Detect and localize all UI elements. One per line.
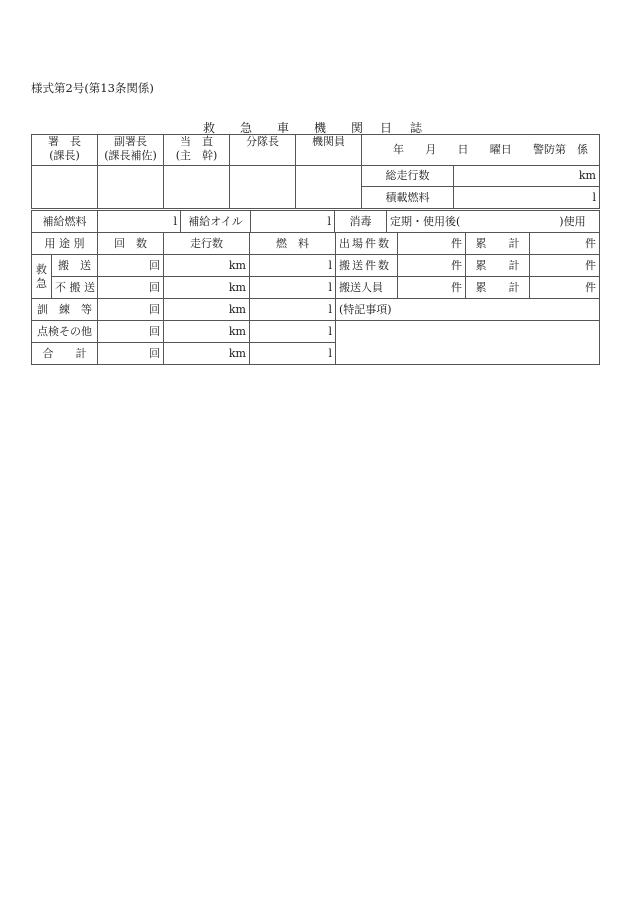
title-char: 日 [379,121,393,135]
stamp-box-engineer[interactable] [296,166,362,209]
non-transport-fuel[interactable]: l [250,277,336,299]
title-char: 機 [313,121,327,135]
persons-cumulative-label: 累 計 [466,277,530,299]
stamp-box-chief[interactable] [32,166,98,209]
header-dispatch-count: 出場件数 [336,233,398,255]
special-notes-area[interactable] [336,321,600,365]
title-char: 誌 [409,121,423,135]
supply-fuel-label: 補給燃料 [32,211,98,233]
stamp-header-squad: 分隊長 [230,135,296,166]
stamp-header-deputy: 副署長 (課長補佐) [98,135,164,166]
total-distance-label: 総走行数 [362,166,454,187]
supply-table [31,210,600,233]
row-label-transport: 搬 送 [52,255,98,277]
date-day: 日 [457,143,469,157]
dispatch-cumulative-value[interactable]: 件 [530,233,600,255]
title-char: 救 [202,121,216,135]
supply-oil-label: 補給オイル [181,211,251,233]
form-title [31,119,599,133]
total-distance-value[interactable]: km [454,166,600,187]
loaded-fuel-value[interactable]: l [454,187,600,209]
training-count[interactable]: 回 [98,299,164,321]
transport-persons-label: 搬送人員 [336,277,398,299]
date-weekday: 曜日 [489,143,512,157]
transport-cumulative-value[interactable]: 件 [530,255,600,277]
title-char: 急 [239,121,253,135]
emergency-group-label: 救 急 [32,255,52,299]
stamp-box-squad[interactable] [230,166,296,209]
stamp-header-duty: 当 直 (主 幹) [164,135,230,166]
inspection-count[interactable]: 回 [98,321,164,343]
dispatch-count-value[interactable]: 件 [398,233,466,255]
persons-cumulative-value[interactable]: 件 [530,277,600,299]
dispatch-cumulative-label: 累 計 [466,233,530,255]
shift-section: 警防第 係 [533,143,588,157]
transport-fuel[interactable]: l [250,255,336,277]
stamp-box-deputy[interactable] [98,166,164,209]
transport-distance[interactable]: km [164,255,250,277]
header-purpose: 用 途 別 [32,233,98,255]
date-year: 年 [393,143,404,157]
stamp-box-duty[interactable] [164,166,230,209]
training-fuel[interactable]: l [250,299,336,321]
total-count[interactable]: 回 [98,343,164,365]
header-count: 回 数 [98,233,164,255]
inspection-distance[interactable]: km [164,321,250,343]
supply-fuel-value[interactable]: l [98,211,181,233]
transport-count[interactable]: 回 [98,255,164,277]
supply-oil-value[interactable]: l [251,211,335,233]
training-distance[interactable]: km [164,299,250,321]
date-month: 月 [425,143,437,157]
transport-cumulative-label: 累 計 [466,255,530,277]
form-caption: 様式第2号(第13条関係) [31,81,154,95]
header-fuel: 燃 料 [250,233,336,255]
disinfect-label: 消毒 [335,211,387,233]
inspection-fuel[interactable]: l [250,321,336,343]
transport-count-value[interactable]: 件 [398,255,466,277]
row-label-training: 訓 練 等 [32,299,98,321]
header-distance: 走行数 [164,233,250,255]
total-fuel[interactable]: l [250,343,336,365]
transport-count-label: 搬送件数 [336,255,398,277]
usage-table [31,232,600,365]
title-char: 関 [350,121,364,135]
stamp-header-engineer: 機関員 [296,135,362,166]
non-transport-count[interactable]: 回 [98,277,164,299]
date-header[interactable] [362,135,600,166]
row-label-total: 合 計 [32,343,98,365]
total-distance[interactable]: km [164,343,250,365]
non-transport-distance[interactable]: km [164,277,250,299]
special-notes-label: (特記事項) [336,299,600,321]
title-char: 車 [276,121,290,135]
row-label-non-transport: 不 搬 送 [52,277,98,299]
stamp-header-chief: 署 長 (課長) [32,135,98,166]
transport-persons-value[interactable]: 件 [398,277,466,299]
approval-table [31,134,600,209]
disinfect-value[interactable]: 定期・使用後( )使用 [387,211,600,233]
row-label-inspection: 点検その他 [32,321,98,343]
loaded-fuel-label: 積載燃料 [362,187,454,209]
